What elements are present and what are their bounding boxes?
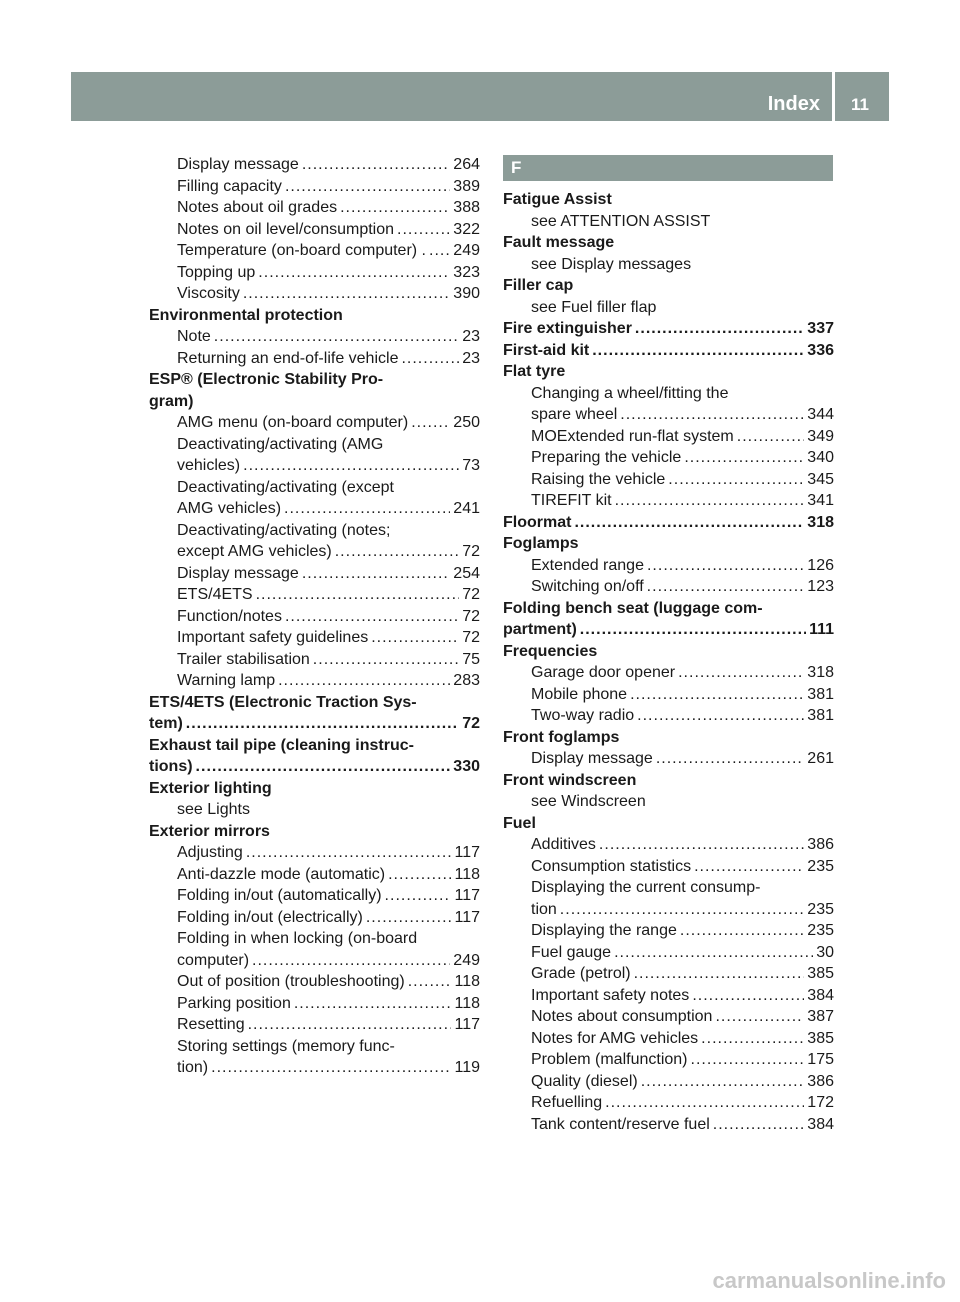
entry-text: Flat tyre [503,363,566,380]
dot-leader [668,469,804,491]
dot-leader [256,584,460,606]
page-reference: 119 [454,1059,480,1076]
index-entry [149,950,480,972]
entry-text: Displaying the range [531,922,677,939]
page-reference: 235 [807,857,834,875]
entry-text: Refuelling [531,1094,603,1111]
entry-text: Preparing the vehicle [531,449,682,466]
page-reference: 345 [807,470,834,488]
entry-text: Parking position [177,994,291,1012]
page-reference: 323 [453,263,480,281]
dot-leader [630,684,804,706]
index-entry [149,885,480,907]
entry-text: Filler cap [503,277,574,294]
entry-text: Grade (petrol) [531,965,631,982]
index-entry [149,971,480,993]
entry-text: AMG menu (on-board computer) [177,414,409,431]
index-heading [149,692,480,714]
index-entry [503,211,834,233]
entry-text: Fire extinguisher [503,320,632,337]
index-entry [149,584,480,606]
dot-leader [574,512,804,534]
entry-text: Exterior lighting [149,779,272,797]
index-entry [149,262,480,284]
watermark: carmanualsonline.info [712,1268,946,1293]
index-entry [149,799,480,821]
page-reference: 30 [816,943,834,961]
index-entry [503,1049,834,1071]
index-heading [503,232,834,254]
entry-text: tion [531,900,557,918]
entry-text: Problem (malfunction) [531,1051,688,1068]
index-entry [503,404,834,426]
index-heading [503,641,834,663]
entry-text: Adjusting [177,844,243,861]
dot-leader [678,662,804,684]
page-reference: 384 [807,986,834,1004]
dot-leader [385,885,452,907]
entry-text: Out of position (troubleshooting) [177,973,405,990]
header-title: Index [767,93,820,115]
dot-leader [560,899,805,921]
entry-text: Storing settings (memory func- [177,1037,395,1055]
index-entry [149,154,480,176]
index-entry [503,942,834,964]
entry-text: Topping up [177,263,256,281]
index-entry [503,576,834,598]
entry-text: Display message [177,156,299,173]
index-entry [503,1114,834,1136]
index-entry [503,447,834,469]
page-reference: 123 [807,578,834,595]
page-reference: 318 [807,513,834,531]
index-heading [149,756,480,778]
entry-text: gram) [149,392,194,410]
dot-leader [196,756,451,778]
entry-text: see Lights [177,801,250,818]
page-reference: 117 [454,887,480,904]
dot-leader [186,713,459,735]
dot-leader [680,920,804,942]
dot-leader [246,842,452,864]
page-reference: 264 [453,156,480,173]
entry-text: Front foglamps [503,728,620,746]
index-heading [503,533,834,555]
dot-leader [340,197,450,219]
page-reference: 330 [453,758,480,775]
dot-leader [605,1092,804,1114]
index-entry [149,240,480,262]
page-reference: 387 [807,1008,834,1025]
index-entry [149,928,480,950]
entry-text: Exterior mirrors [149,822,270,840]
index-entry [503,684,834,706]
entry-text: tion) [177,1059,209,1076]
page-reference: 389 [453,177,480,195]
entry-text: Notes on oil level/consumption [177,220,395,238]
entry-text: Folding in/out (electrically) [177,908,363,926]
entry-text: TIREFIT kit [531,492,612,509]
index-entry [503,899,834,921]
dot-leader [715,1006,804,1028]
page-reference: 349 [807,427,834,445]
entry-text: Display message [177,564,299,582]
entry-text: AMG vehicles) [177,500,282,517]
index-entry [149,993,480,1015]
entry-text: except AMG vehicles) [177,543,332,560]
dot-leader [302,154,450,176]
page-reference: 172 [807,1094,834,1111]
page-reference: 336 [807,341,834,359]
dot-leader [243,455,459,477]
page-reference: 385 [807,965,834,982]
entry-text: Warning lamp [177,672,276,689]
page-number-box [835,72,889,121]
index-entry [149,1014,480,1036]
page-reference: 72 [462,586,480,603]
dot-leader [408,971,452,993]
page-reference: 175 [807,1051,834,1068]
dot-leader [737,426,805,448]
entry-text: Fault message [503,234,615,251]
dot-leader [647,576,805,598]
index-heading [503,598,834,620]
page-reference: 73 [462,457,480,474]
page-reference: 72 [462,629,480,646]
entry-text: Temperature (on-board computer) . [177,242,426,259]
index-entry [149,649,480,671]
index-entry [503,748,834,770]
entry-text: Fuel gauge [531,943,612,961]
entry-text: Notes about consumption [531,1008,713,1025]
entry-text: Frequencies [503,642,598,660]
page-reference: 341 [807,492,834,509]
entry-text: Garage door opener [531,664,676,681]
entry-text: Important safety notes [531,986,690,1004]
entry-text: see Display messages [531,255,692,273]
entry-text: Important safety guidelines [177,629,369,646]
page-reference: 118 [454,865,480,883]
page-reference: 235 [807,900,834,918]
page-reference: 241 [453,500,480,517]
index-entry [503,469,834,491]
entry-text: Raising the vehicle [531,470,666,488]
dot-leader [285,176,450,198]
index-entry [149,455,480,477]
dot-leader [401,348,459,370]
index-entry [503,877,834,899]
index-heading [503,318,834,340]
index-heading [149,713,480,735]
index-heading [503,512,834,534]
right-column [503,189,834,1135]
index-entry [149,412,480,434]
index-entry [149,541,480,563]
entry-text: see ATTENTION ASSIST [531,212,711,230]
entry-text: Consumption statistics [531,857,692,875]
entry-text: Tank content/reserve fuel [531,1115,710,1133]
entry-text: Displaying the current consump- [531,879,761,896]
entry-text: vehicles) [177,457,241,474]
dot-leader [211,1057,451,1079]
index-heading [503,619,834,641]
dot-leader [599,834,804,856]
index-heading [149,305,480,327]
dot-leader [248,1014,452,1036]
index-entry [149,1057,480,1079]
index-entry [503,856,834,878]
entry-text: Extended range [531,556,644,574]
entry-text: Environmental protection [149,306,343,324]
entry-text: spare wheel [531,406,618,423]
page-reference: 117 [454,844,480,861]
dot-leader [592,340,804,362]
dot-leader [284,498,450,520]
entry-text: Filling capacity [177,177,282,195]
entry-text: Fuel [503,814,536,832]
dot-leader [411,412,450,434]
dot-leader [371,627,459,649]
page-reference: 322 [453,220,480,238]
page-reference: 388 [453,199,480,216]
entry-text: Viscosity [177,285,240,302]
page-reference: 384 [807,1115,834,1133]
entry-text: Foglamps [503,535,579,552]
index-heading [149,391,480,413]
left-column [149,154,480,1079]
index-heading [149,369,480,391]
entry-text: Folding bench seat (luggage com- [503,599,763,617]
page-reference: 318 [807,664,834,681]
index-heading [149,735,480,757]
dot-leader [684,447,804,469]
index-entry [503,490,834,512]
index-entry [149,197,480,219]
entry-text: Additives [531,836,596,853]
dot-leader [692,985,804,1007]
page-reference: 72 [462,607,480,625]
entry-text: Quality (diesel) [531,1072,638,1090]
dot-leader [691,1049,805,1071]
entry-text: tions) [149,758,193,775]
page-reference: 249 [453,242,480,259]
dot-leader [620,404,804,426]
dot-leader [252,950,450,972]
index-entry [503,834,834,856]
entry-text: ETS/4ETS [177,586,253,603]
section-header-f [503,155,833,181]
entry-text: Returning an end-of-life vehicle [177,349,399,367]
dot-leader [647,555,804,577]
entry-text: Folding in/out (automatically) [177,887,382,904]
page-reference: 111 [809,621,834,638]
index-heading [503,275,834,297]
entry-text: Display message [531,750,653,767]
index-entry [503,555,834,577]
page-reference: 126 [807,556,834,574]
page-reference: 72 [462,543,480,560]
page-reference: 381 [807,685,834,703]
entry-text: Notes about oil grades [177,199,338,216]
dot-leader [397,219,450,241]
dot-leader [656,748,804,770]
index-entry [149,283,480,305]
dot-leader [335,541,459,563]
entry-text: First-aid kit [503,341,590,359]
entry-text: ESP® (Electronic Stability Pro- [149,371,384,388]
entry-text: tem) [149,715,183,732]
index-heading [503,727,834,749]
dot-leader [637,705,804,727]
dot-leader [278,670,450,692]
entry-text: Changing a wheel/fitting the [531,384,729,402]
entry-text: Anti-dazzle mode (automatic) [177,865,386,883]
dot-leader [429,240,450,262]
entry-text: Function/notes [177,607,282,625]
entry-text: Resetting [177,1016,245,1033]
page-reference: 340 [807,449,834,466]
dot-leader [366,907,452,929]
entry-text: Mobile phone [531,685,628,703]
entry-text: Notes for AMG vehicles [531,1029,699,1047]
page-reference: 250 [453,414,480,431]
page-reference: 235 [807,922,834,939]
index-heading [503,770,834,792]
page-reference: 386 [807,836,834,853]
index-entry [149,348,480,370]
page-reference: 118 [454,973,480,990]
dot-leader [214,326,459,348]
entry-text: computer) [177,951,250,969]
dot-leader [294,993,452,1015]
entry-text: Exhaust tail pipe (cleaning instruc- [149,736,414,754]
dot-leader [580,619,806,641]
index-entry [149,477,480,499]
dot-leader [701,1028,804,1050]
page-reference: 283 [453,672,480,689]
entry-text: Front windscreen [503,771,637,789]
entry-text: Note [177,328,211,345]
index-entry [149,1036,480,1058]
dot-leader [302,563,450,585]
dot-leader [258,262,450,284]
page-reference: 23 [462,349,480,367]
index-heading [149,778,480,800]
entry-text: Switching on/off [531,578,644,595]
entry-text: see Fuel filler flap [531,298,657,316]
entry-text: ETS/4ETS (Electronic Traction Sys- [149,693,417,711]
dot-leader [243,283,450,305]
page-reference: 254 [453,564,480,582]
page-reference: 249 [453,951,480,969]
entry-text: partment) [503,621,577,638]
index-entry [503,426,834,448]
entry-text: Deactivating/activating (AMG [177,435,384,453]
index-entry [149,326,480,348]
dot-leader [635,318,804,340]
section-letter: F [511,158,522,177]
index-entry [149,176,480,198]
index-entry [149,864,480,886]
index-entry [503,1006,834,1028]
index-entry [503,1092,834,1114]
page-reference: 75 [462,650,480,668]
dot-leader [285,606,459,628]
page-reference: 344 [807,406,834,423]
index-entry [503,297,834,319]
page-reference: 72 [462,715,480,732]
dot-leader [634,963,805,985]
page-reference: 23 [462,328,480,345]
index-entry [149,434,480,456]
index-entry [503,985,834,1007]
index-entry [149,606,480,628]
index-entry [149,498,480,520]
page-reference: 261 [807,750,834,767]
index-entry [503,1071,834,1093]
dot-leader [713,1114,805,1136]
page-reference: 390 [453,285,480,302]
entry-text: Trailer stabilisation [177,650,310,668]
entry-text: Deactivating/activating (notes; [177,521,391,539]
index-entry [503,254,834,276]
index-entry [149,627,480,649]
page-reference: 337 [807,320,834,337]
index-entry [503,1028,834,1050]
index-entry [149,842,480,864]
index-entry [149,563,480,585]
index-entry [149,907,480,929]
index-entry [503,705,834,727]
index-heading [149,821,480,843]
page-reference: 117 [454,908,480,926]
entry-text: Fatigue Assist [503,191,612,208]
page-reference: 118 [454,994,480,1012]
index-entry [503,791,834,813]
index-entry [503,963,834,985]
page-reference: 386 [807,1072,834,1090]
dot-leader [388,864,451,886]
dot-leader [615,490,805,512]
index-entry [503,920,834,942]
page-reference: 385 [807,1029,834,1047]
entry-text: Deactivating/activating (except [177,478,394,496]
index-entry [149,670,480,692]
entry-text: see Windscreen [531,793,646,810]
entry-text: Two-way radio [531,707,635,724]
index-entry [149,520,480,542]
index-heading [503,361,834,383]
index-entry [503,383,834,405]
index-heading [503,340,834,362]
entry-text: Floormat [503,513,572,531]
page-number: 11 [851,95,869,114]
index-heading [503,813,834,835]
dot-leader [641,1071,805,1093]
header-bar [71,72,832,121]
dot-leader [313,649,459,671]
page-reference: 381 [807,707,834,724]
dot-leader [694,856,804,878]
entry-text: Folding in when locking (on-board [177,930,418,947]
entry-text: MOExtended run-flat system [531,427,734,445]
index-heading [503,189,834,211]
index-entry [149,219,480,241]
dot-leader [614,942,813,964]
index-entry [503,662,834,684]
page-reference: 117 [454,1016,480,1033]
